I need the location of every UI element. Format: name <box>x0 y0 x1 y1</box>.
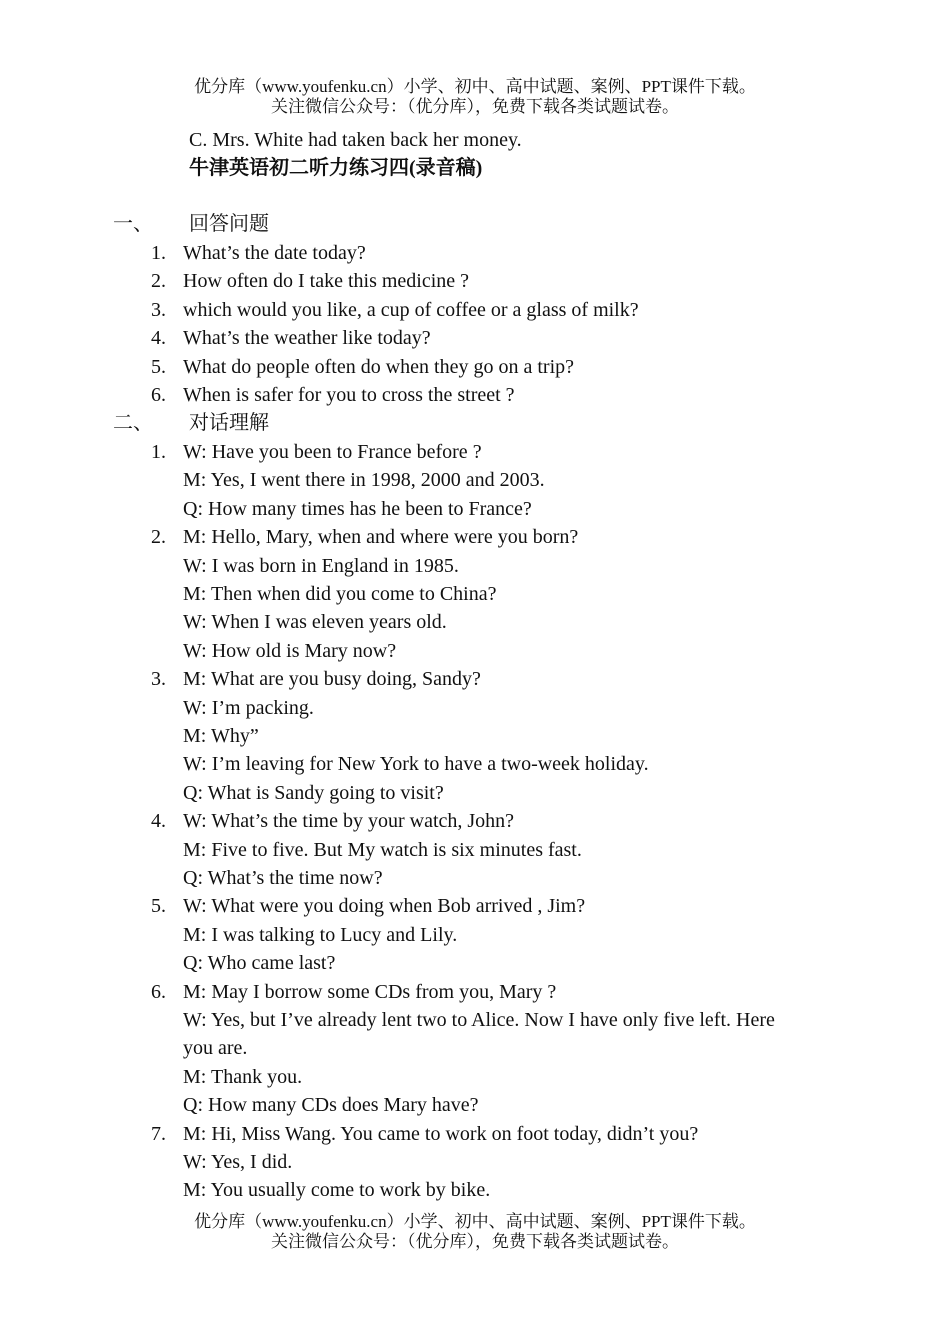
header-line-1: 优分库（www.youfenku.cn）小学、初中、高中试题、案例、PPT课件下载。 <box>194 77 756 96</box>
dialog-line: M: Thank you. <box>183 1065 303 1088</box>
section1-heading: 回答问题 <box>189 213 269 235</box>
dialog-number: 2. <box>151 526 166 549</box>
dialog-line: W: I was born in England in 1985. <box>183 554 459 577</box>
dialog-number: 5. <box>151 895 166 918</box>
question-number: 5. <box>151 355 166 378</box>
dialog-line: W: I’m leaving for New York to have a two-week holiday. <box>183 753 649 776</box>
dialog-line: M: Why” <box>183 725 259 747</box>
dialog-line: Q: What is Sandy going to visit? <box>183 781 444 804</box>
dialog-number: 7. <box>151 1122 166 1145</box>
section2-heading: 对话理解 <box>189 412 269 434</box>
section2-number: 二、 <box>113 412 153 434</box>
dialog-line: Q: How many CDs does Mary have? <box>183 1094 479 1117</box>
dialog-line: M: Then when did you come to China? <box>183 583 497 605</box>
dialog-number: 1. <box>151 441 166 463</box>
page-header <box>0 77 950 117</box>
dialog-line: W: I’m packing. <box>183 696 314 719</box>
question-number: 4. <box>151 327 166 350</box>
dialog-line: M: Yes, I went there in 1998, 2000 and 2003. <box>183 469 545 492</box>
question-text: which would you like, a cup of coffee or a glass of milk? <box>183 298 639 321</box>
dialog-number: 3. <box>151 668 166 691</box>
page-footer <box>0 1212 950 1252</box>
dialog-number: 4. <box>151 810 166 833</box>
dialog-line: W: Yes, I did. <box>183 1151 293 1173</box>
dialog-line: M: You usually come to work by bike. <box>183 1179 491 1202</box>
dialog-line: Q: Who came last? <box>183 952 336 975</box>
question-number: 2. <box>151 270 166 293</box>
dialog-number: 6. <box>151 980 166 1003</box>
question-text: What’s the weather like today? <box>183 327 431 350</box>
question-text: How often do I take this medicine ? <box>183 270 470 293</box>
dialog-line: W: What’s the time by your watch, John? <box>183 810 515 833</box>
dialog-line: W: How old is Mary now? <box>183 639 397 662</box>
dialog-line: M: I was talking to Lucy and Lily. <box>183 923 458 946</box>
question-number: 1. <box>151 242 166 264</box>
header-line-2: 关注微信公众号：（优分库），免费下载各类试题试卷。 <box>271 97 679 116</box>
dialog-line: M: Five to five. But My watch is six minutes fast. <box>183 838 582 861</box>
dialog-line: M: May I borrow some CDs from you, Mary ? <box>183 980 557 1003</box>
dialog-line: Q: What’s the time now? <box>183 867 383 889</box>
dialog-line: W: Yes, but I’ve already lent two to Alice. Now I have only five left. Here <box>183 1009 775 1031</box>
dialog-line: M: Hi, Miss Wang. You came to work on foot today, didn’t you? <box>183 1122 699 1145</box>
dialog-line: Q: How many times has he been to France? <box>183 497 532 520</box>
question-text: What’s the date today? <box>183 242 366 264</box>
document-title: 牛津英语初二听力练习四(录音稿) <box>189 157 483 179</box>
question-number: 6. <box>151 384 166 406</box>
dialog-line: M: Hello, Mary, when and where were you born? <box>183 526 579 549</box>
footer-line-2: 关注微信公众号：（优分库），免费下载各类试题试卷。 <box>271 1232 679 1251</box>
dialog-line: W: Have you been to France before ? <box>183 441 482 463</box>
footer-line-1: 优分库（www.youfenku.cn）小学、初中、高中试题、案例、PPT课件下载。 <box>194 1212 756 1231</box>
previous-option-c: C. Mrs. White had taken back her money. <box>189 129 522 151</box>
question-text: When is safer for you to cross the street ? <box>183 384 515 406</box>
section1-number: 一、 <box>113 213 153 235</box>
dialog-line: W: When I was eleven years old. <box>183 611 447 634</box>
question-number: 3. <box>151 298 166 321</box>
dialog-line: W: What were you doing when Bob arrived , Jim? <box>183 895 586 918</box>
dialog-line: you are. <box>183 1037 248 1060</box>
question-text: What do people often do when they go on a trip? <box>183 355 574 378</box>
dialog-line: M: What are you busy doing, Sandy? <box>183 668 481 691</box>
